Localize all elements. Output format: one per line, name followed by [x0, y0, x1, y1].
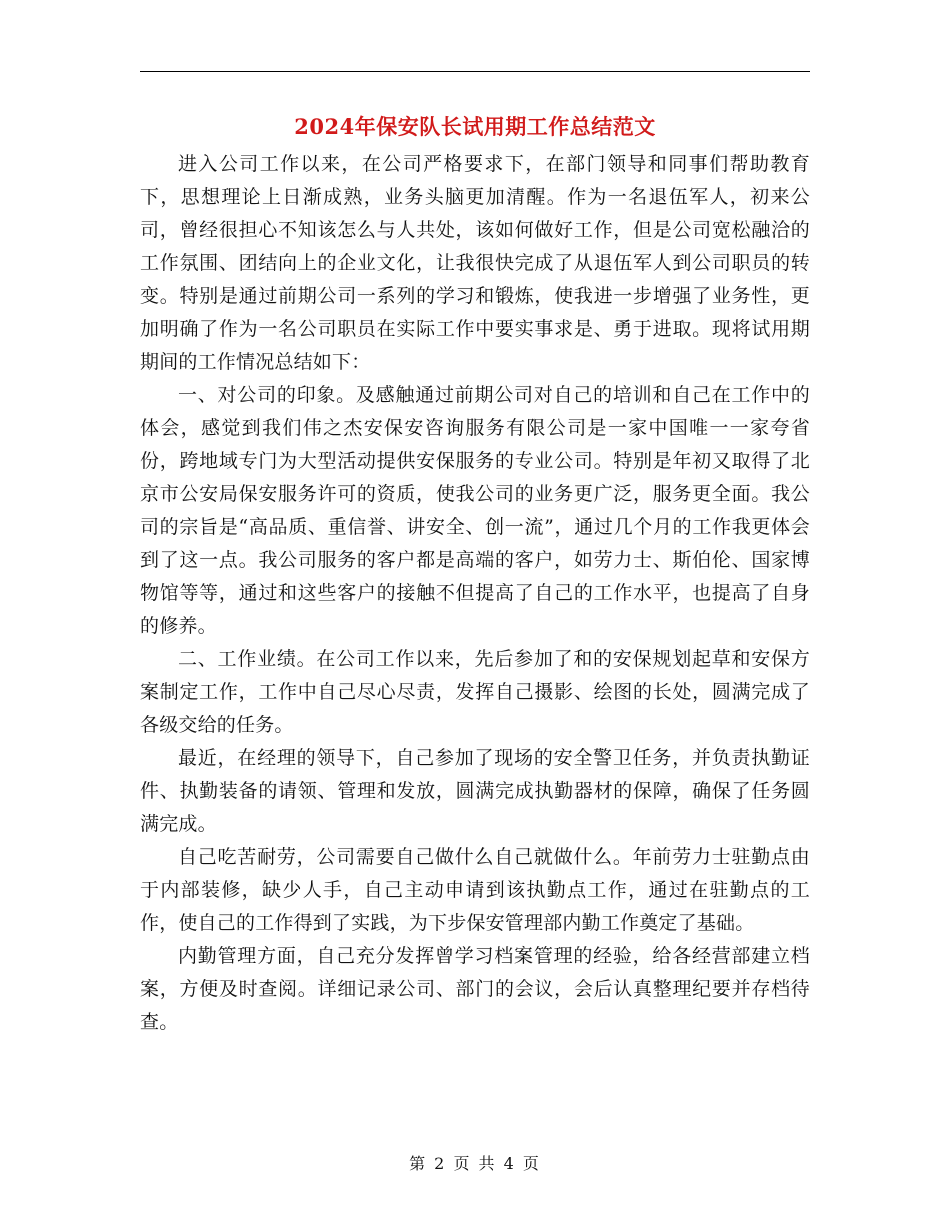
paragraph-work-performance: 二、工作业绩。在公司工作以来，先后参加了和的安保规划起草和安保方案制定工作，工作中自己尽心尽责，发挥自己摄影、绘图的长处，圆满完成了各级交给的任务。 — [140, 648, 810, 736]
paragraph-company-impression: 一、对公司的印象。及感触通过前期公司对自己的培训和自己在工作中的体会，感觉到我们伟之杰安保安咨询服务有限公司是一家中国唯一一家夸省份，跨地域专门为大型活动提供安保服务的专业公司。特别是年初又取得了北京市公安局保安服务许可的资质，使我公司的业务更广泛，服务更全面。我公司的宗旨是“高品质、重信誉、讲安全、创一流”，通过几个月的工作我更体会到了这一点。我公司服务的客户都是高端的客户，如劳力士、斯伯伦、国家博物馆等等，通过和这些客户的接触不但提高了自己的工作水平，也提高了自身的修养。 — [140, 384, 810, 637]
paragraph-intro: 进入公司工作以来，在公司严格要求下，在部门领导和同事们帮助教育下，思想理论上日渐成熟，业务头脑更加清醒。作为一名退伍军人，初来公司，曾经很担心不知该怎么与人共处，该如何做好工作，但是公司宽松融洽的工作氛围、团结向上的企业文化，让我很快完成了从退伍军人到公司职员的转变。特别是通过前期公司一系列的学习和锻炼，使我进一步增强了业务性，更加明确了作为一名公司职员在实际工作中要实事求是、勇于进取。现将试用期期间的工作情况总结如下： — [140, 153, 810, 373]
page-number-footer: 第 2 页 共 4 页 — [409, 1154, 541, 1173]
document-body — [140, 148, 810, 1039]
document-title: 2024年保安队长试用期工作总结范文 — [294, 114, 656, 139]
paragraph-hard-work: 自己吃苦耐劳，公司需要自己做什么自己就做什么。年前劳力士驻勤点由于内部装修，缺少人手，自己主动申请到该执勤点工作，通过在驻勤点的工作，使自己的工作得到了实践，为下步保安管理部内勤工作奠定了基础。 — [140, 846, 810, 934]
paragraph-internal-management: 内勤管理方面，自己充分发挥曾学习档案管理的经验，给各经营部建立档案，方便及时查阅。详细记录公司、部门的会议，会后认真整理纪要并存档待查。 — [140, 945, 810, 1033]
paragraph-security-task: 最近，在经理的领导下，自己参加了现场的安全警卫任务，并负责执勤证件、执勤装备的请领、管理和发放，圆满完成执勤器材的保障，确保了任务圆满完成。 — [140, 747, 810, 835]
header-rule — [140, 71, 810, 72]
